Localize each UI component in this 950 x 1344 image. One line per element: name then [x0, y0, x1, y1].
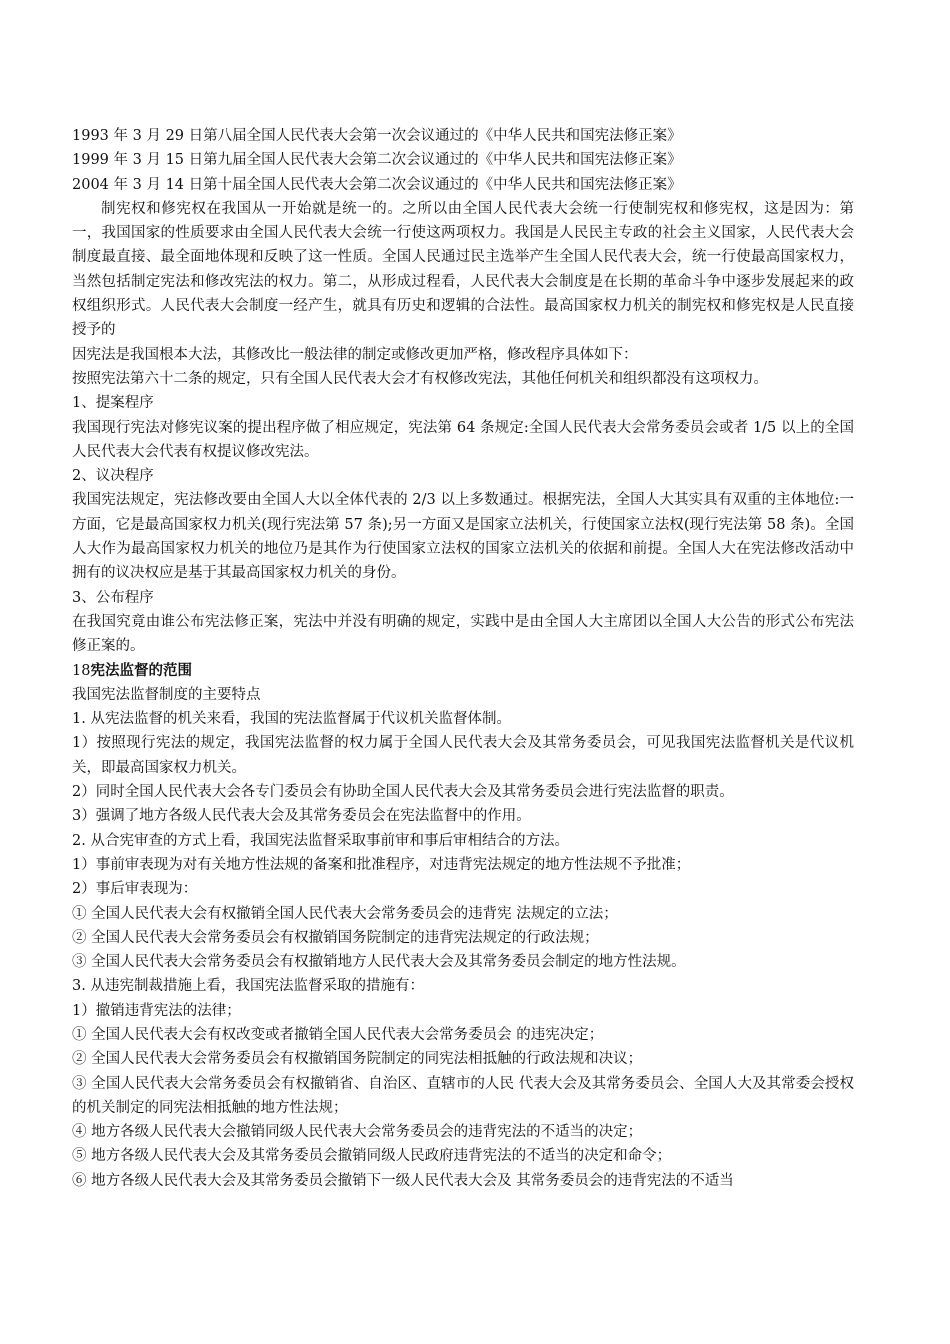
section-title: 宪法监督的范围 [90, 661, 192, 679]
sanction-item: ① 全国人民代表大会有权改变或者撤销全国人民代表大会常务委员会 的违宪决定； [72, 1026, 604, 1043]
document-page [72, 124, 854, 1193]
review-post-item: ① 全国人民代表大会有权撤销全国人民代表大会常务委员会的违背宪 法规定的立法； [72, 905, 618, 922]
proposal-text: 我国现行宪法对修宪议案的提出程序做了相应规定，宪法第 64 条规定:全国人民代表大会常务委员会或者 1/5 以上的全国人民代表大会代表有权提议修改宪法。 [72, 419, 854, 460]
organ-heading: 1. 从宪法监督的机关来看，我国的宪法监督属于代议机关监督体制。 [72, 711, 511, 728]
power-statement: 按照宪法第六十二条的规定，只有全国人民代表大会才有权修改宪法，其他任何机关和组织都没有这项权力。 [72, 370, 768, 387]
review-post-item: ② 全国人民代表大会常务委员会有权撤销国务院制定的违背宪法规定的行政法规； [72, 929, 599, 946]
sanction-heading: 3. 从违宪制裁措施上看，我国宪法监督采取的措施有： [72, 978, 424, 995]
section-heading [72, 659, 854, 683]
review-heading: 2. 从合宪审查的方式上看，我国宪法监督采取事前审和事后审相结合的方法。 [72, 832, 569, 849]
resolution-heading: 2、议决程序 [72, 468, 154, 485]
sanction-item: ③ 全国人民代表大会常务委员会有权撤销省、自治区、直辖市的人民 代表大会及其常务委员会、全国人大及其常委会授权的机关制定的同宪法相抵触的地方性法规； [72, 1075, 854, 1116]
organ-item: 3）强调了地方各级人民代表大会及其常务委员会在宪法监督中的作用。 [72, 808, 531, 825]
proposal-heading: 1、提案程序 [72, 395, 154, 412]
review-post: 2）事后审表现为： [72, 881, 198, 898]
amendment-line: 1999 年 3 月 15 日第九届全国人民代表大会第二次会议通过的《中华人民共和国宪法修正案》 [72, 152, 682, 169]
section-number: 18 [72, 662, 91, 679]
organ-item: 2）同时全国人民代表大会各专门委员会有协助全国人民代表大会及其常务委员会进行宪法监督的职责。 [72, 784, 734, 801]
unity-paragraph: 制宪权和修宪权在我国从一开始就是统一的。之所以由全国人民代表大会统一行使制宪权和修宪权，这是因为：第一，我国国家的性质要求由全国人民代表大会统一行使这两项权力。我国是人民民主专政的社会主义国家，人民代表大会制度最直接、最全面地体现和反映了这一性质。全国人民通过民主选举产生全国人民代表大会，统一行使最高国家权力，当然包括制定宪法和修改宪法的权力。第二，从形成过程看，人民代表大会制度是在长期的革命斗争中逐步发展起来的政权组织形式。人民代表大会制度一经产生，就具有历史和逻辑的合法性。最高国家权力机关的制宪权和修宪权是人民直接授予的 [72, 200, 854, 339]
review-pre: 1）事前审表现为对有关地方性法规的备案和批准程序，对违背宪法规定的地方性法规不予批准； [72, 856, 691, 873]
sanction-item: ⑤ 地方各级人民代表大会及其常务委员会撤销同级人民政府违背宪法的不适当的决定和命令； [72, 1148, 672, 1165]
amendment-line: 2004 年 3 月 14 日第十届全国人民代表大会第二次会议通过的《中华人民共和国宪法修正案》 [72, 176, 682, 193]
sanction-item: ⑥ 地方各级人民代表大会及其常务委员会撤销下一级人民代表大会及 其常务委员会的违背宪法的不适当 [72, 1172, 734, 1189]
resolution-text: 我国宪法规定，宪法修改要由全国人大以全体代表的 2/3 以上多数通过。根据宪法，全国人大其实具有双重的主体地位:一方面，它是最高国家权力机关(现行宪法第 57 条);另一方面又是国家立法机关，行使国家立法权(现行宪法第 58 条)。全国人大作为最高国家权力机关的地位乃是其作为行使国家立法权的国家立法机关的依据和前提。全国人大在宪法修改活动中拥有的议决权应是基于其最高国家权力机关的身份。 [72, 492, 854, 582]
procedure-intro: 因宪法是我国根本大法，其修改比一般法律的制定或修改更加严格，修改程序具体如下： [72, 346, 638, 363]
sanction-sub: 1）撤销违背宪法的法律； [72, 1002, 241, 1019]
sanction-item: ④ 地方各级人民代表大会撤销同级人民代表大会常务委员会的违背宪法的不适当的决定； [72, 1124, 643, 1141]
amendment-line: 1993 年 3 月 29 日第八届全国人民代表大会第一次会议通过的《中华人民共和国宪法修正案》 [72, 128, 682, 144]
promulgation-heading: 3、公布程序 [72, 589, 154, 606]
review-post-item: ③ 全国人民代表大会常务委员会有权撤销地方人民代表大会及其常务委员会制定的地方性法规。 [72, 954, 686, 971]
section-subtitle: 我国宪法监督制度的主要特点 [72, 686, 261, 703]
promulgation-text: 在我国究竟由谁公布宪法修正案，宪法中并没有明确的规定，实践中是由全国人大主席团以全国人大公告的形式公布宪法修正案的。 [72, 613, 854, 655]
organ-item: 1）按照现行宪法的规定，我国宪法监督的权力属于全国人民代表大会及其常务委员会，可见我国宪法监督机关是代议机关，即最高国家权力机关。 [72, 735, 854, 776]
sanction-item: ② 全国人民代表大会常务委员会有权撤销国务院制定的同宪法相抵触的行政法规和决议； [72, 1051, 643, 1068]
